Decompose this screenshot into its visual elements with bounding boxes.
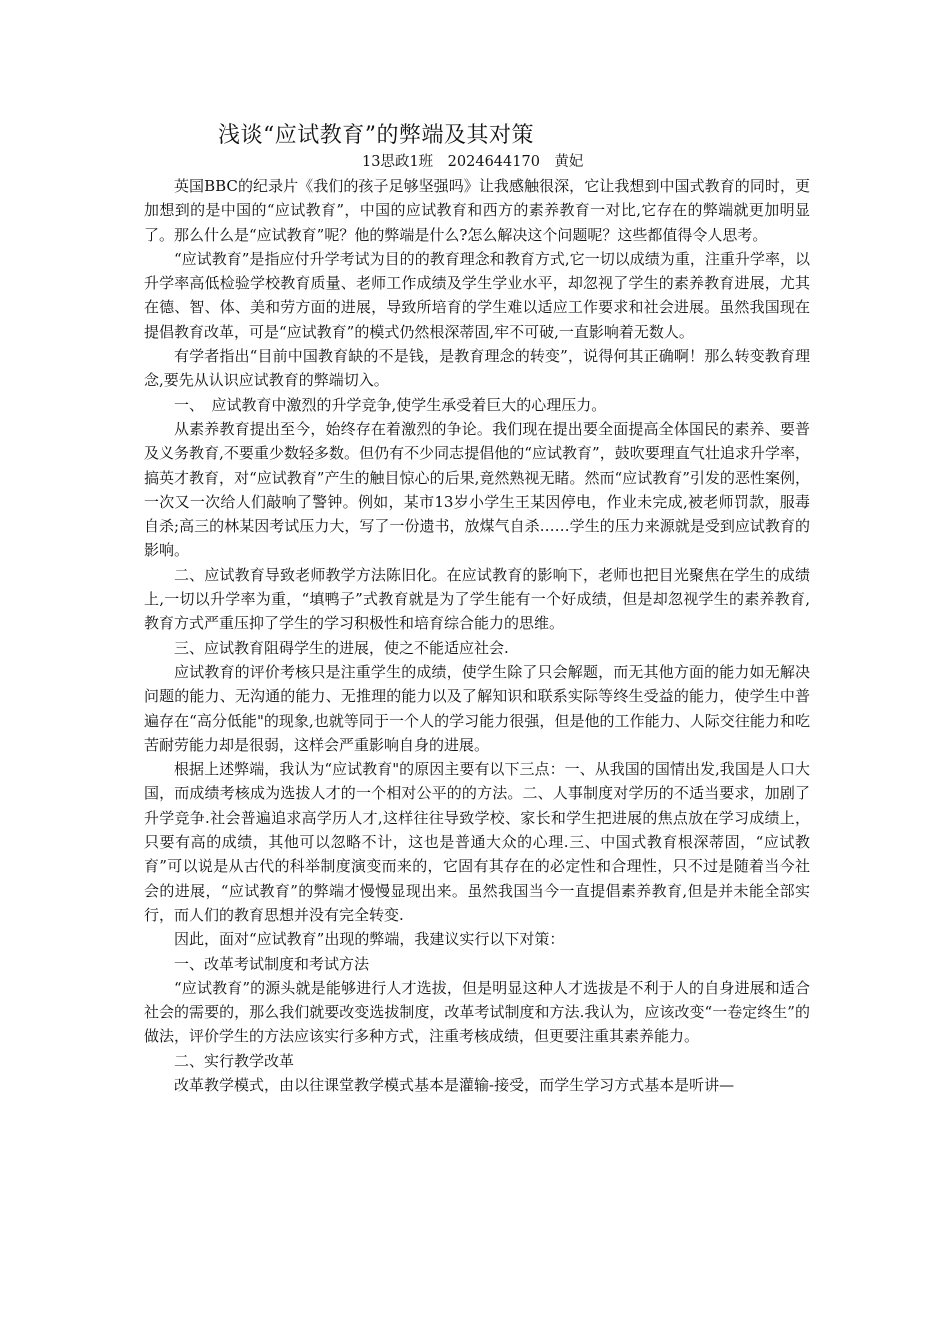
paragraph-exam-reform: “应试教育”的源头就是能够进行人才选拔，但是明显这种人才选拔是不利于人的自身进展和适合社会的需要的，那么我们就要改变选拔制度，改革考试制度和方法.我认为，应该改变“一卷定终生”的做法，评价学生的方法应该实行多种方式，注重考核成绩，但更要注重其素养能力。 [144,978,810,1046]
section-heading-3: 三、应试教育阻碍学生的进展，使之不能适应社会. [174,638,509,657]
section-heading-2: 二、应试教育导致老师教学方法陈旧化。在应试教育的影响下，老师也把目光聚焦在学生的成绩上,一切以升学率为重，“填鸭子”式教育就是为了学生能有一个好成绩，但是却忽视学生的素养教育,教育方式严重压抑了学生的学习积极性和培育综合能力的思维。 [144,565,810,633]
author-line: 13思政1班 2024644170 黄妃 [362,154,584,170]
countermeasure-heading-1: 一、改革考试制度和考试方法 [174,954,370,973]
countermeasure-heading-2: 二、实行教学改革 [174,1051,295,1070]
paragraph-countermeasures-intro: 因此，面对“应试教育”出现的弊端，我建议实行以下对策： [174,930,565,949]
document-body [144,174,810,1097]
paragraph-teaching-reform: 改革教学模式，由以往课堂教学模式基本是灌输-接受，而学生学习方式基本是听讲— [174,1075,735,1094]
document-title: 浅谈“应试教育”的弊端及其对策 [218,123,534,148]
paragraph-pressure: 从素养教育提出至今，始终存在着激烈的争论。我们现在提出要全面提高全体国民的素养、要普及义务教育,不要重少数轻多数。但仍有不少同志提倡他的“应试教育”，鼓吹要理直气壮追求升学率，搞英才教育，对“应试教育”产生的触目惊心的后果,竟然熟视无睹。然而“应试教育”引发的恶性案例，一次又一次给人们敲响了警钟。例如，某市13岁小学生王某因停电，作业未完成,被老师罚款，服毒自杀;高三的林某因考试压力大，写了一份遗书，放煤气自杀……学生的压力来源就是受到应试教育的影响。 [144,419,810,560]
paragraph-causes: 根据上述弊端，我认为“应试教育"的原因主要有以下三点：一、从我国的国情出发,我国是人口大国，而成绩考核成为选拔人才的一个相对公平的的方法。二、人事制度对学历的不适当要求，加剧了升学竞争.社会普遍追求高学历人才,这样往往导致学校、家长和学生把进展的焦点放在学习成绩上，只要有高的成绩，其他可以忽略不计，这也是普通大众的心理.三、中国式教育根深蒂固，“应试教育”可以说是从古代的科举制度演变而来的，它固有其存在的必定性和合理性，只不过是随着当今社会的进展，“应试教育”的弊端才慢慢显现出来。虽然我国当今一直提倡素养教育,但是并未能全部实行，而人们的教育思想并没有完全转变. [144,760,810,924]
paragraph-intro: 英国BBC的纪录片《我们的孩子足够坚强吗》让我感触很深，它让我想到中国式教育的同时，更加想到的是中国的“应试教育”，中国的应试教育和西方的素养教育一对比,它存在的弊端就更加明显了。那么什么是“应试教育”呢？他的弊端是什么?怎么解决这个问题呢？这些都值得令人思考。 [144,177,810,244]
paragraph-scholar-view: 有学者指出“目前中国教育缺的不是钱，是教育理念的转变”，说得何其正确啊！那么转变教育理念,要先从认识应试教育的弊端切入。 [144,347,810,390]
paragraph-definition: “应试教育”是指应付升学考试为目的的教育理念和教育方式,它一切以成绩为重，注重升学率，以升学率高低检验学校教育质量、老师工作成绩及学生学业水平，却忽视了学生的素养教育进展，尤其在德、智、体、美和劳方面的进展，导致所培育的学生难以适应工作要求和社会进展。虽然我国现在提倡教育改革，可是“应试教育”的模式仍然根深蒂固,牢不可破,一直影响着无数人。 [144,249,810,341]
paragraph-evaluation: 应试教育的评价考核只是注重学生的成绩，使学生除了只会解题，而无其他方面的能力如无解决问题的能力、无沟通的能力、无推理的能力以及了解知识和联系实际等终生受益的能力，使学生中普遍存在“高分低能"的现象,也就等同于一个人的学习能力很强，但是他的工作能力、人际交往能力和吃苦耐劳能力却是很弱，这样会严重影响自身的进展。 [144,662,810,754]
section-heading-1: 一、 应试教育中激烈的升学竞争,使学生承受着巨大的心理压力。 [174,395,607,414]
